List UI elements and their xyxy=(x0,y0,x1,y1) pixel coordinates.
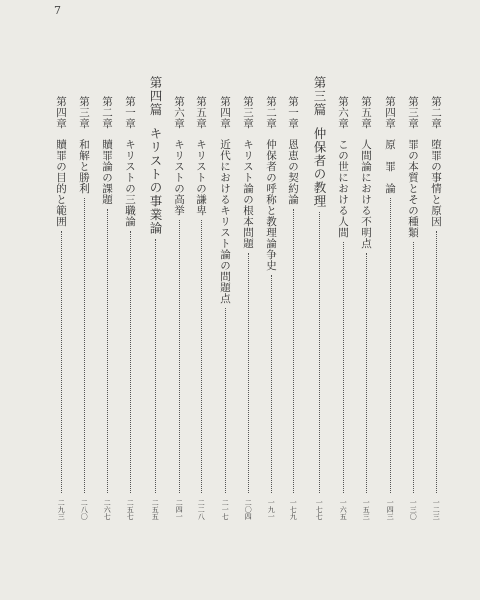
toc-chapter-entry xyxy=(284,96,298,520)
toc-entry-title: 贖罪論の課題 xyxy=(101,139,113,205)
dot-leader xyxy=(154,239,156,494)
toc-entry-title: 原 罪 論 xyxy=(384,139,396,194)
dot-leader xyxy=(318,212,320,494)
toc-chapter-entry xyxy=(170,96,184,520)
toc-entry-page-number: 一六五 xyxy=(339,499,348,520)
dot-leader xyxy=(342,242,344,493)
dot-leader xyxy=(389,198,391,493)
toc-entry-title: 仲保者の教理 xyxy=(312,126,327,208)
dot-leader xyxy=(60,231,62,493)
toc-entry-title: キリスト論の根本問題 xyxy=(242,139,254,249)
toc-entry-number: 第三章 xyxy=(407,96,419,129)
page-number: 7 xyxy=(54,4,61,17)
toc-chapter-entry xyxy=(239,96,253,520)
toc-part-entry xyxy=(309,76,325,520)
toc-entry-page-number: 二一七 xyxy=(221,499,230,520)
toc-entry-page-number: 二五五 xyxy=(151,499,160,520)
toc-entry-title: キリストの謙卑 xyxy=(195,139,207,216)
toc-chapter-entry xyxy=(75,96,89,520)
toc-entry-number: 第一章 xyxy=(124,96,136,129)
toc-entry-title: 人間論における不明点 xyxy=(360,139,372,249)
toc-entry-number: 第四章 xyxy=(219,96,231,129)
dot-leader xyxy=(200,220,202,493)
toc-chapter-entry xyxy=(357,96,371,520)
toc-entry-title: 仲保者の呼称と教理論争史 xyxy=(265,139,277,271)
toc-entry-title: 和解と勝利 xyxy=(78,139,90,194)
toc-entry-title: この世における人間 xyxy=(337,139,349,238)
toc-chapter-entry xyxy=(334,96,348,520)
toc-entry-number: 第五章 xyxy=(360,96,372,129)
toc-entry-number: 第三篇 xyxy=(312,76,327,117)
toc-entry-title: キリストの高挙 xyxy=(173,139,185,216)
toc-entry-number: 第六章 xyxy=(173,96,185,129)
dot-leader xyxy=(247,253,249,493)
toc-chapter-entry xyxy=(262,96,276,520)
toc-chapter-entry xyxy=(121,96,135,520)
toc-entry-page-number: 二八〇 xyxy=(80,499,89,520)
toc-entry-page-number: 二九三 xyxy=(57,499,66,520)
toc-entry-number: 第四章 xyxy=(384,96,396,129)
toc-entry-page-number: 一二三 xyxy=(432,499,441,520)
toc-entry-number: 第四篇 xyxy=(148,76,163,117)
toc-entry-number: 第二章 xyxy=(430,96,442,129)
toc-entry-number: 第一章 xyxy=(287,96,299,129)
toc-entry-number: 第五章 xyxy=(195,96,207,129)
toc-chapter-entry xyxy=(216,96,230,520)
toc-entry-title: 罪の本質とその種類 xyxy=(407,139,419,238)
dot-leader xyxy=(178,220,180,493)
toc-entry-title: キリストの事業論 xyxy=(148,126,163,235)
toc-entry-number: 第三章 xyxy=(242,96,254,129)
toc-entry-page-number: 一七七 xyxy=(315,499,324,520)
dot-leader xyxy=(106,209,108,493)
toc-part-entry xyxy=(145,76,161,520)
dot-leader xyxy=(224,308,226,493)
dot-leader xyxy=(365,253,367,493)
toc-entry-page-number: 二四一 xyxy=(175,499,184,520)
toc-entry-title: キリストの三職論 xyxy=(124,139,136,227)
toc-entry-number: 第二章 xyxy=(265,96,277,129)
toc-entry-title: 恩恵の契約論 xyxy=(287,139,299,205)
dot-leader xyxy=(292,209,294,493)
toc-chapter-entry xyxy=(98,96,112,520)
toc-entry-number: 第二章 xyxy=(101,96,113,129)
toc-entry-number: 第三章 xyxy=(78,96,90,129)
toc-entry-page-number: 一九一 xyxy=(267,499,276,520)
toc-entry-page-number: 一四三 xyxy=(386,499,395,520)
toc-entry-title: 贖罪の目的と範囲 xyxy=(55,139,67,227)
dot-leader xyxy=(435,231,437,493)
toc-entry-number: 第四章 xyxy=(55,96,67,129)
toc-chapter-entry xyxy=(381,96,395,520)
toc-entry-page-number: 二六七 xyxy=(103,499,112,520)
dot-leader xyxy=(83,198,85,493)
dot-leader xyxy=(270,275,272,493)
toc-entry-number: 第六章 xyxy=(337,96,349,129)
dot-leader xyxy=(412,242,414,493)
toc-entry-page-number: 二五七 xyxy=(126,499,135,520)
dot-leader xyxy=(129,231,131,493)
toc-chapter-entry xyxy=(52,96,66,520)
toc-entry-page-number: 二〇四 xyxy=(244,499,253,520)
toc-entry-title: 近代におけるキリスト論の問題点 xyxy=(219,139,231,304)
toc-chapter-entry xyxy=(192,96,206,520)
toc-chapter-entry xyxy=(404,96,418,520)
toc-entry-page-number: 一七九 xyxy=(289,499,298,520)
toc-entry-page-number: 一三〇 xyxy=(409,499,418,520)
toc-entry-page-number: 一五三 xyxy=(362,499,371,520)
toc-chapter-entry xyxy=(427,96,441,520)
toc-entry-page-number: 二二八 xyxy=(197,499,206,520)
toc-entry-title: 堕罪の事情と原因 xyxy=(430,139,442,227)
